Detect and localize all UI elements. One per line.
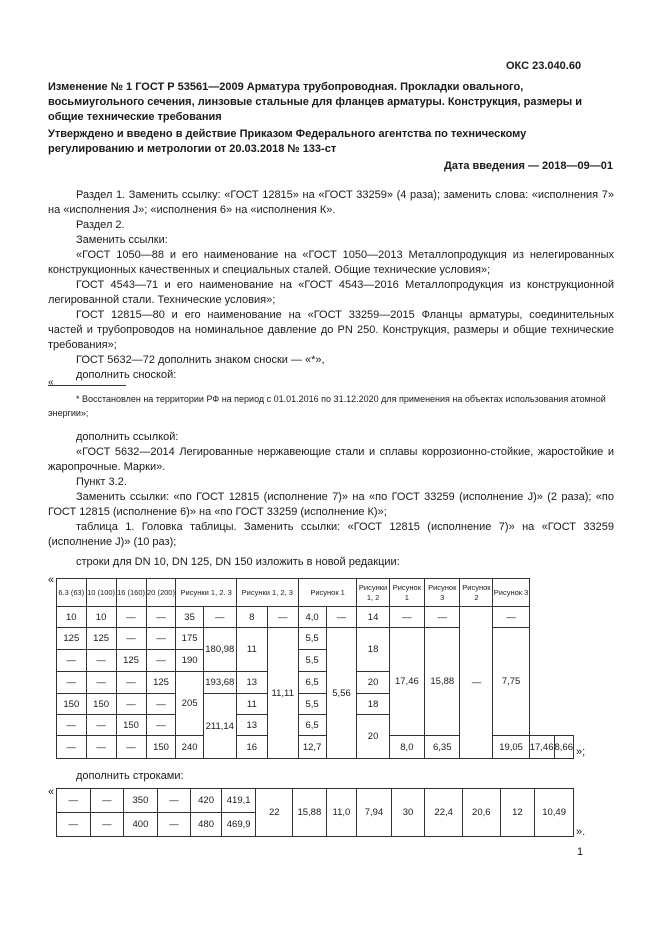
table-cell: 20 <box>357 672 389 694</box>
table-cell: 10 <box>57 607 87 628</box>
table-cell: 8,0 <box>389 736 424 759</box>
table2-open-quote: « <box>48 786 55 798</box>
table-cell: 5,56 <box>326 628 357 759</box>
table-cell: — <box>90 789 124 813</box>
header-cell: 10 (100) <box>86 579 116 607</box>
amendment-title: Изменение № 1 ГОСТ Р 53561—2009 Арматура трубопроводная. Прокладки овального, восьмиугольного сечения, линзовые стальные для фланцев арматуры. Конструкция, размеры и общие технические требования <box>48 81 583 123</box>
table-cell: — <box>146 715 176 736</box>
table-cell: 20,6 <box>462 789 500 837</box>
table-cell: — <box>116 628 146 650</box>
table-cell: 193,68 <box>203 672 236 694</box>
table-cell: 22,4 <box>425 789 463 837</box>
table-cell: 8,66 <box>554 736 574 759</box>
table-row <box>57 607 574 628</box>
table-cell: 13 <box>236 715 267 736</box>
table-cell: 205 <box>176 672 203 736</box>
table-cell: 150 <box>146 736 176 759</box>
table-cell: 125 <box>116 650 146 672</box>
table-cell: — <box>146 650 176 672</box>
table-cell: 6,35 <box>425 736 460 759</box>
table-cell: — <box>57 736 87 759</box>
table-cell: 11,0 <box>326 789 357 837</box>
header-cell: Рисунок 1 <box>298 579 357 607</box>
table-cell: 125 <box>86 628 116 650</box>
table-cell: — <box>116 736 146 759</box>
paragraph: строки для DN 10, DN 125, DN 150 изложить в новой редакции: <box>76 556 400 568</box>
table-cell: 7,94 <box>357 789 392 837</box>
text-block-b <box>48 430 614 550</box>
okc-code: ОКС 23.040.60 <box>506 60 582 72</box>
table-cell: 211,14 <box>203 694 236 759</box>
table-cell: — <box>57 650 87 672</box>
table-cell: 18 <box>357 628 389 672</box>
footnote <box>48 392 614 420</box>
paragraph: ГОСТ 4543—71 и его наименование на «ГОСТ 4543—2016 Металлопродукция из конструкционной легированной стали. Технические условия»; <box>48 279 614 306</box>
table-cell: — <box>57 672 87 694</box>
header-cell: Рисунок 2 <box>460 579 493 607</box>
paragraph: дополнить сноской: <box>76 369 177 381</box>
table-cell: 175 <box>176 628 203 650</box>
table-cell: — <box>157 813 191 837</box>
table-cell: 125 <box>57 628 87 650</box>
table-cell: 180,98 <box>203 628 236 672</box>
table-cell: — <box>57 715 87 736</box>
paragraph: Раздел 2. <box>76 219 125 231</box>
table-cell: 6,5 <box>298 672 326 694</box>
table-cell: 20 <box>357 715 389 759</box>
paragraph: Заменить ссылки: «по ГОСТ 12815 (исполнение 7)» на «по ГОСТ 33259 (исполнение J)» (2 раза); «по ГОСТ 12815 (исполнение 6)» на «по ГОСТ 33259 (исполнение К)»; <box>48 491 614 518</box>
table-cell: — <box>57 813 91 837</box>
table-cell: 13 <box>236 672 267 694</box>
table-cell: — <box>86 650 116 672</box>
table-cell: — <box>157 789 191 813</box>
paragraph: Пункт 3.2. <box>76 476 127 488</box>
table-cell: — <box>86 672 116 694</box>
paragraph: дополнить строками: <box>76 770 184 782</box>
table-cell: 240 <box>176 736 203 759</box>
table-cell: 11,11 <box>267 628 298 759</box>
table-cell: 150 <box>116 715 146 736</box>
table-cell: 150 <box>86 694 116 715</box>
table-cell: 469,9 <box>221 813 256 837</box>
table-row <box>57 789 574 813</box>
table-cell: — <box>86 715 116 736</box>
table-cell: — <box>460 607 493 759</box>
table-cell: 6,5 <box>298 715 326 736</box>
introduction-date: Дата введения — 2018—09—01 <box>444 160 613 172</box>
table-cell: — <box>86 736 116 759</box>
header-cell: Рисунок 3 <box>425 579 460 607</box>
table-cell: — <box>146 694 176 715</box>
table-cell: — <box>146 607 176 628</box>
approval-statement: Утверждено и введено в действие Приказом Федерального агентства по техническому регулированию и метрологии от 20.03.2018 № 133-ст <box>48 128 527 155</box>
paragraph: Заменить ссылки: <box>76 234 168 246</box>
table-cell: 35 <box>176 607 203 628</box>
table-cell: 7,75 <box>493 628 529 736</box>
header-cell: 6.3 (63) <box>57 579 87 607</box>
table-1-rows <box>56 578 574 759</box>
table-cell: 150 <box>57 694 87 715</box>
table-cell: 14 <box>357 607 389 628</box>
table-header-row <box>57 579 574 607</box>
table-cell: 8 <box>236 607 267 628</box>
paragraph: ГОСТ 5632—72 дополнить знаком сноски — «*», <box>76 354 325 366</box>
header-cell: Рисунки 1, 2, 3 <box>236 579 298 607</box>
table-cell: 5,5 <box>298 694 326 715</box>
table-cell: 18 <box>357 694 389 715</box>
table-cell: 19,05 <box>493 736 529 759</box>
text-block-a <box>48 188 614 383</box>
table-cell: — <box>326 607 357 628</box>
table-cell: 16 <box>236 736 267 759</box>
footnote-divider <box>48 385 126 386</box>
table-cell: — <box>57 789 91 813</box>
table-cell: — <box>267 607 298 628</box>
add-rows-intro <box>48 769 614 784</box>
table-cell: — <box>116 694 146 715</box>
table-cell: 17,46 <box>529 736 554 759</box>
table-cell: 22 <box>256 789 293 837</box>
paragraph: ГОСТ 12815—80 и его наименование на «ГОСТ 33259—2015 Фланцы арматуры, соединительных частей и трубопроводов на номинальное давление до PN 250. Конструкция, размеры и общие технические требования»; <box>48 309 614 351</box>
table-row <box>57 628 574 650</box>
paragraph: дополнить ссылкой: <box>76 431 179 443</box>
table-cell: — <box>389 607 424 628</box>
footnote-quote: « <box>48 377 54 388</box>
table-row <box>57 736 574 759</box>
table-cell: 15,88 <box>425 628 460 736</box>
table-cell: 5,5 <box>298 650 326 672</box>
header-cell: 16 (160) <box>116 579 146 607</box>
table1-open-quote: « <box>48 574 55 586</box>
table-cell: 12,7 <box>298 736 326 759</box>
table-cell: 30 <box>391 789 425 837</box>
paragraph: Раздел 1. Заменить ссылку: «ГОСТ 12815» на «ГОСТ 33259» (4 раза); заменить слова: «исполнения 7» на «исполнения J»; «исполнения 6» на «исполнения К». <box>48 189 614 216</box>
table-cell: 11 <box>236 694 267 715</box>
table-cell: — <box>116 672 146 694</box>
table-cell: 420 <box>191 789 222 813</box>
header-cell: 20 (200) <box>146 579 176 607</box>
table-cell: 10,49 <box>535 789 574 837</box>
table-cell: 12 <box>500 789 535 837</box>
table-cell: — <box>116 607 146 628</box>
table-cell: — <box>425 607 460 628</box>
table-cell: 419,1 <box>221 789 256 813</box>
paragraph: «ГОСТ 1050—88 и его наименование на «ГОСТ 1050—2013 Металлопродукция из нелегированных конструкционных качественных и специальных сталей. Общие технические условия»; <box>48 249 614 276</box>
footnote-text: * Восстановлен на территории РФ на период с 01.01.2016 по 31.12.2020 для применения на объектах использования атомной энергии»; <box>48 394 606 418</box>
paragraph: «ГОСТ 5632—2014 Легированные нержавеющие стали и сплавы коррозионно-стойкие, жаростойкие и жаропрочные. Марки». <box>48 446 614 473</box>
table-cell: — <box>493 607 529 628</box>
table-2-added-rows <box>56 788 574 837</box>
header-cell: Рисунки 1, 2 <box>357 579 389 607</box>
table-cell: 4,0 <box>298 607 326 628</box>
rows-intro <box>48 555 614 570</box>
table-cell: 350 <box>124 789 158 813</box>
header-cell: Рисунки 1, 2. 3 <box>176 579 236 607</box>
table-cell: — <box>203 607 236 628</box>
table-cell: 125 <box>146 672 176 694</box>
table-cell: 10 <box>86 607 116 628</box>
table1-close: »; <box>576 746 586 758</box>
table-cell: — <box>90 813 124 837</box>
table-cell: 5,5 <box>298 628 326 650</box>
table-cell: 17,46 <box>389 628 424 736</box>
table-cell: 190 <box>176 650 203 672</box>
table2-close: ». <box>576 826 586 838</box>
page-number: 1 <box>577 846 584 858</box>
header-cell: Рисунок 1 <box>389 579 424 607</box>
paragraph: таблица 1. Головка таблицы. Заменить ссылки: «ГОСТ 12815 (исполнение 7)» на «ГОСТ 33259 (исполнение J)» (10 раз); <box>48 521 614 548</box>
table-cell: — <box>146 628 176 650</box>
table-cell: 15,88 <box>293 789 327 837</box>
table-cell: 11 <box>236 628 267 672</box>
header-cell: Рисунок 3 <box>493 579 529 607</box>
table-cell: 480 <box>191 813 222 837</box>
table-cell: 400 <box>124 813 158 837</box>
